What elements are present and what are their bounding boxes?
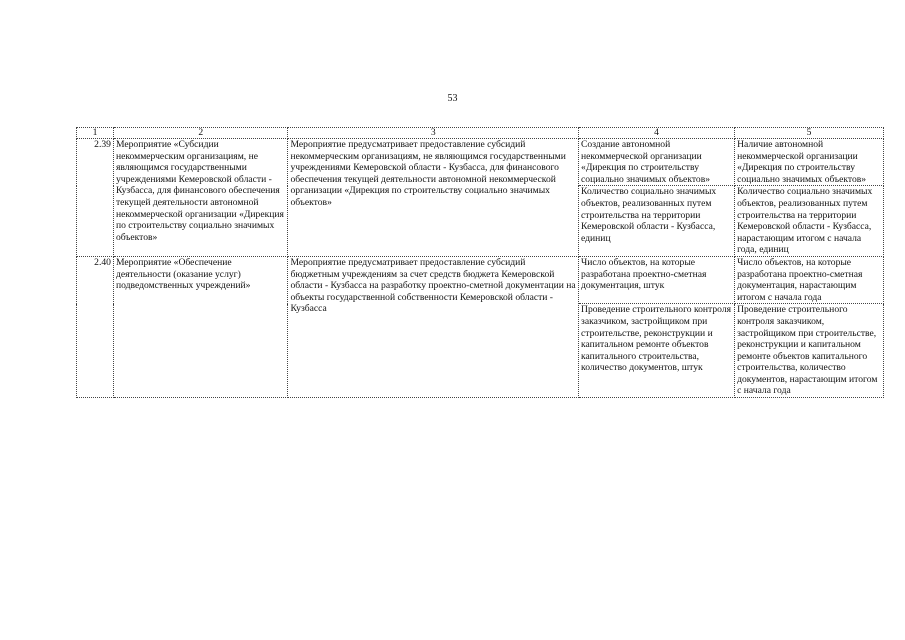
measure-description: Мероприятие предусматривает предоставление субсидий бюджетным учреждениям за счет средств бюджета Кемеровской области - Кузбасса на разработку проектно-сметной документации на объекты государственной собственности Кемеровской области - Кузбасса xyxy=(288,256,579,397)
measure-name: Мероприятие «Обеспечение деятельности (оказание услуг) подведомственных учреждений» xyxy=(113,256,288,397)
header-cell-3: 3 xyxy=(288,128,579,139)
header-cell-2: 2 xyxy=(113,128,288,139)
indicator-method: Проведение строительного контроля заказчиком, застройщиком при строительстве, реконструкции и капитальном ремонте объектов капитального строительства, количество документов, нарастающим итогом с начала года xyxy=(735,304,884,398)
header-cell-1: 1 xyxy=(77,128,114,139)
measures-table xyxy=(76,127,884,398)
indicator-name: Количество социально значимых объектов, реализованных путем строительства на территории Кемеровской области - Кузбасса, единиц xyxy=(579,186,735,257)
page-number: 53 xyxy=(447,93,458,104)
indicator-name: Создание автономной некоммерческой организации «Дирекция по строительству социально значимых объектов» xyxy=(579,139,735,186)
row-number: 2.39 xyxy=(77,139,114,257)
table-row xyxy=(77,256,884,303)
measure-name: Мероприятие «Субсидии некоммерческим организациям, не являющимся государственными учреждениями Кемеровской области - Кузбасса, для финансового обеспечения текущей деятельности автономной некоммерческой организации «Дирекция по строительству социально значимых объектов» xyxy=(113,139,288,257)
header-cell-4: 4 xyxy=(579,128,735,139)
indicator-method: Наличие автономной некоммерческой организации «Дирекция по строительству социально значимых объектов» xyxy=(735,139,884,186)
header-cell-5: 5 xyxy=(735,128,884,139)
indicator-name: Число объектов, на которые разработана проектно-сметная документация, штук xyxy=(579,256,735,303)
table-row xyxy=(77,139,884,186)
row-number: 2.40 xyxy=(77,256,114,397)
measure-description: Мероприятие предусматривает предоставление субсидий некоммерческим организациям, не являющимся государственными учреждениями Кемеровской области - Кузбасса, для финансового обеспечения текущей деятельности автономной некоммерческой организации «Дирекция по строительству социально значимых объектов» xyxy=(288,139,579,257)
indicator-name: Проведение строительного контроля заказчиком, застройщиком при строительстве, реконструкции и капитальном ремонте объектов капитального строительства, количество документов, штук xyxy=(579,304,735,398)
indicator-method: Число объектов, на которые разработана проектно-сметная документация, нарастающим итогом с начала года xyxy=(735,256,884,303)
indicator-method: Количество социально значимых объектов, реализованных путем строительства на территории Кемеровской области - Кузбасса, нарастающим итогом с начала года, единиц xyxy=(735,186,884,257)
header-row xyxy=(77,128,884,139)
